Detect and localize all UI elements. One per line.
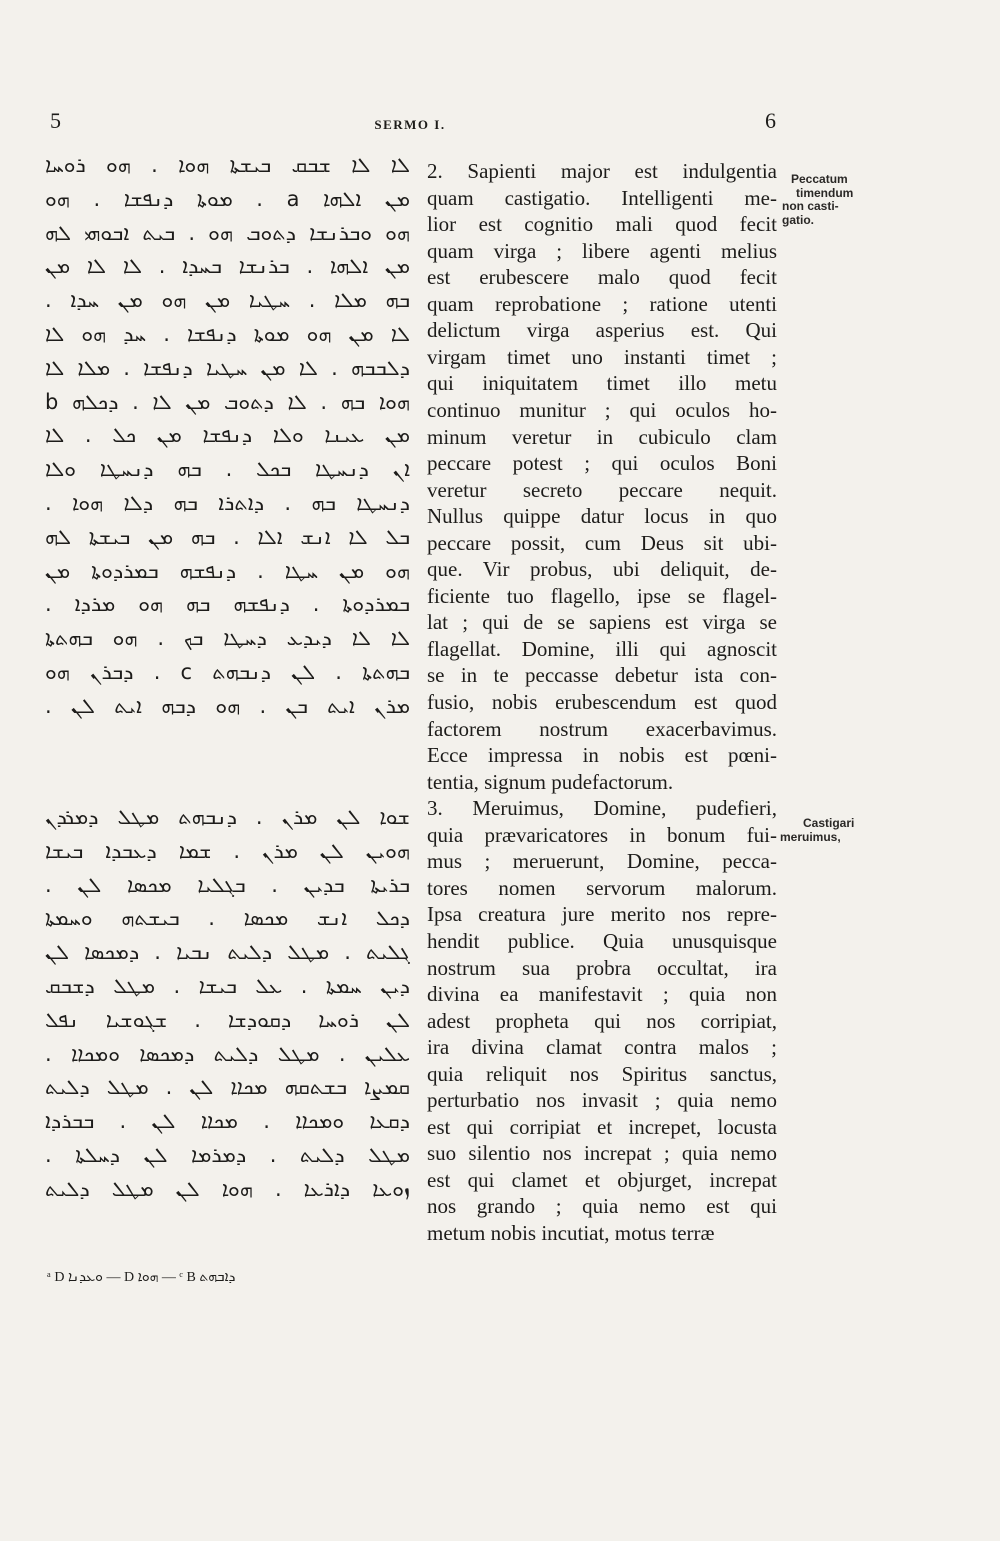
latin-line: quia prævaricatores in bonum fui- xyxy=(427,822,777,847)
syriac-line: ܠܢ ܪܘܚܐ ܕܩܘܕܫܐ . ܫܓܘܫܝܐ ܢܦܠ xyxy=(45,1007,410,1032)
syriac-line: ܥܠܝܢ . ܡܛܠ ܕܠܝܬ ܕܡܟܣܐ ܘܡܟܐܐ . xyxy=(45,1041,410,1066)
latin-line: est qui clamet et objurget, increpat xyxy=(427,1167,777,1192)
syriac-line: ܫܘܐ ܠܢ ܡܪܢ . ܕܢܒܗܬ ܡܛܠ ܕܡܪܕܢ xyxy=(45,805,410,829)
margin-note-line: gatio. xyxy=(782,212,814,227)
syriac-line: ܒܠ ܠܐ ܐܢܫ ܐܠܐ . ܒܗ ܡܢ ܒܝܫܬܐ ܠܗ xyxy=(45,524,410,549)
latin-line: ficiente tuo flagello, ipse se flagel- xyxy=(427,583,777,608)
latin-line: nostrum sua probra occultat, ira xyxy=(427,955,777,980)
page-number-left: 5 xyxy=(50,108,61,133)
syriac-line: ܕܠܒܒܗ . ܠܐ ܡܢ ܚܛܝܐ ܕܢܦܫܐ . ܡܠܐ ܠܐ xyxy=(45,355,410,380)
latin-line: mus ; meruerunt, Domine, pecca- xyxy=(427,849,777,874)
latin-line: peccare possit, cum Deus sit ubi- xyxy=(427,530,777,555)
latin-line: factorem nostrum exacerbavimus. xyxy=(427,716,777,741)
latin-line: est erubescere malo quod fecit xyxy=(427,265,777,290)
latin-line: peccare potest ; qui oculos Boni xyxy=(427,451,777,476)
syriac-line: ܙܘܥܐ ܕܐܪܥܐ . ܗܘܐ ܠܢ ܡܛܠ ܕܠܝܬ xyxy=(45,1176,410,1201)
syriac-line: ܠܐ ܠܐ ܕܝܕܥ ܕܚܛܐ ܒܟ . ܗܘ ܒܗܬܬܐ xyxy=(45,626,410,651)
latin-line: est qui corripiat et increpet, locusta xyxy=(427,1114,777,1139)
latin-line: se in te peccasse debetur ista con- xyxy=(427,663,777,688)
syriac-line: ܐܢ ܕܢܚܛܐ ܒܟܠ . ܒܗ ܕܢܚܛܐ ܘܠܐ xyxy=(45,457,410,482)
latin-line: que. Vir probus, ubi deliquit, de- xyxy=(427,557,777,582)
margin-note-line: Castigari xyxy=(803,816,855,830)
syriac-line: ܡܢ ܥܝܢܐ ܘܠܐ ܕܢܦܫܐ ܡܢ ܟܠ . ܠܐ xyxy=(45,423,410,448)
latin-line: delictum virga asperius est. Qui xyxy=(427,318,777,343)
latin-line: tentia, signum pudefactorum. xyxy=(427,769,674,794)
latin-line: metum nobis incutiat, motus terræ xyxy=(427,1221,715,1245)
latin-line: lat ; qui de se sapiens est virga se xyxy=(427,610,777,635)
latin-line: adest propheta qui nos corripiat, xyxy=(427,1008,777,1033)
syriac-line: ܗܘ ܡܢ ܚܛܐ . ܕܢܦܫܗ ܒܡܪܕܘܬܐ ܡܢ xyxy=(45,558,410,583)
latin-line: divina ea manifestavit ; quia non xyxy=(427,982,777,1007)
latin-line: 3. Meruimus, Domine, pudefieri, xyxy=(427,796,777,821)
margin-note-line: non casti- xyxy=(782,199,839,213)
latin-line: flagellat. Domine, illi qui agnoscit xyxy=(427,636,777,661)
syriac-line: ܗܘ ܘܒܪܢܫܐ ܕܬܘܒ ܗܘ . ܒܝܬ ܐܒܘܗܝ ܠܗ xyxy=(45,220,410,245)
syriac-line: ܒܡܪܕܘܬܐ . ܕܢܦܫܗ ܒܗ ܗܘ ܡܪܕܐ . xyxy=(45,592,410,617)
latin-line: perturbatio nos invasit ; quia nemo xyxy=(427,1088,777,1113)
syriac-line: ܒܗܬܬܐ . ܠܢ ܕܢܒܗܬ c . ܕܒܪܢ ܗܘ xyxy=(45,660,410,684)
syriac-line: ܡܢ ܐܠܗܐ a . ܡܘܬܐ ܕܢܦܫܐ . ܗܘ xyxy=(45,186,410,211)
syriac-line: ܩܡܨܐ ܒܫܬܩܗ ܡܟܐܐ ܠܢ . ܡܛܠ ܕܠܝܬ xyxy=(45,1075,410,1100)
syriac-line: ܒܗ ܡܠܐ . ܚܛܝܐ ܡܢ ܗܘ ܡܢ ܚܕܐ . xyxy=(45,288,410,313)
syriac-line: ܒܪܝܬܐ ܒܕܝܢ . ܒܓܠܝܐ ܡܟܣܐ ܠܢ . xyxy=(45,872,410,897)
latin-line: ira divina clamat contra malos ; xyxy=(427,1035,777,1060)
running-head: SERMO I. xyxy=(374,117,446,132)
syriac-line: ܓܠܝܬ . ܡܛܠ ܕܠܝܬ ܢܒܝܐ . ܕܡܟܣܐ ܠܢ xyxy=(45,940,410,965)
latin-line: nos grando ; quia nemo est qui xyxy=(427,1194,777,1219)
syriac-line: ܗܘܐ ܒܗ . ܠܐ ܕܬܘܒ ܡܢ ܠܐ . ܕܟܠܗ b xyxy=(45,389,410,414)
syriac-footnote: ᵃ D ܘܥܕܢܐ — D ܗܘܐ — ᶜ B ܕܐܒܗܬ xyxy=(47,1270,236,1285)
latin-line: lior est cognitio mali quod fecit xyxy=(427,212,777,237)
latin-line: 2. Sapienti major est indulgentia xyxy=(427,159,777,183)
syriac-line: ܕܩܥܐ ܘܡܟܐܐ . ܡܟܐܐ ܠܢ . ܒܒܪܕܐ xyxy=(45,1109,410,1134)
syriac-line: ܗܘܝܢ ܠܢ ܡܪܢ . ܫܡܐ ܕܥܒܕܐ ܒܝܫܐ xyxy=(45,838,410,863)
margin-note-line: meruimus, xyxy=(780,829,841,844)
latin-line: Nullus quippe datur locus in quo xyxy=(427,504,777,529)
margin-note-line: Peccatum xyxy=(791,172,848,186)
syriac-line: ܠܐ ܡܢ ܗܘ ܡܘܬܐ ܕܢܦܫܐ . ܚܕ ܗܘ ܠܐ xyxy=(45,322,410,346)
syriac-line: ܕܟܠ ܐܢܫ ܡܟܣܐ . ܒܝܫܬܗ ܘܚܡܬܐ xyxy=(45,906,410,931)
syriac-line: ܡܛܠ ܕܠܝܬ . ܕܡܪܡܐ ܠܢ ܕܚܠܬܐ . xyxy=(45,1143,410,1167)
latin-line: tores nomen servorum malorum. xyxy=(427,875,777,900)
latin-line: hendit publice. Quia unusquisque xyxy=(427,928,777,953)
latin-line: quam castigatio. Intelligenti me- xyxy=(427,185,777,210)
latin-line: Ecce impressa in nobis est pœni- xyxy=(427,743,777,768)
latin-line: qui iniquitatem timet illo metu xyxy=(427,371,777,396)
syriac-line: ܕܝܢ ܚܡܬܐ . ܥܠ ܒܝܫܐ . ܡܛܠ ܕܫܒܩ xyxy=(45,974,410,998)
latin-line: quia reliquit nos Spiritus sanctus, xyxy=(427,1061,777,1086)
latin-line: virgam timet uno instanti timet ; xyxy=(427,344,777,369)
latin-line: veretur secreto peccare nequit. xyxy=(427,477,777,502)
syriac-line: ܡܪܢ ܐܝܬ ܒܢ . ܗܘ ܕܒܗ ܐܝܬ ܠܢ . xyxy=(45,693,410,718)
syriac-line: ܕܢܚܛܐ ܒܗ . ܕܐܬܪܐ ܒܗ ܕܠܐ ܗܘܐ . xyxy=(45,491,410,515)
latin-line: fusio, nobis erubescendum est quod xyxy=(427,690,777,714)
latin-line: minum veretur in cubiculo clam xyxy=(427,424,777,449)
syriac-line: ܡܢ ܐܠܗܐ . ܒܪܢܫܐ ܒܚܕܐ . ܠܐ ܠܐ ܡܢ xyxy=(45,254,410,279)
syriac-line: ܠܐ ܠܐ ܫܒܩ ܒܝܫܬܐ ܗܘܐ . ܗܘ ܪܘܚܐ xyxy=(45,153,410,177)
page-number-right: 6 xyxy=(765,108,776,133)
latin-line: quam virga ; libere agenti melius xyxy=(427,238,777,263)
latin-line: Ipsa creatura jure merito nos repre- xyxy=(427,902,777,927)
margin-note-line: timendum xyxy=(796,185,854,200)
latin-line: continuo munitur ; qui oculos ho- xyxy=(427,397,777,422)
latin-line: suo silentio nos increpat ; quia nemo xyxy=(427,1141,777,1166)
latin-line: quam reprobatione ; ratione utenti xyxy=(427,291,777,316)
